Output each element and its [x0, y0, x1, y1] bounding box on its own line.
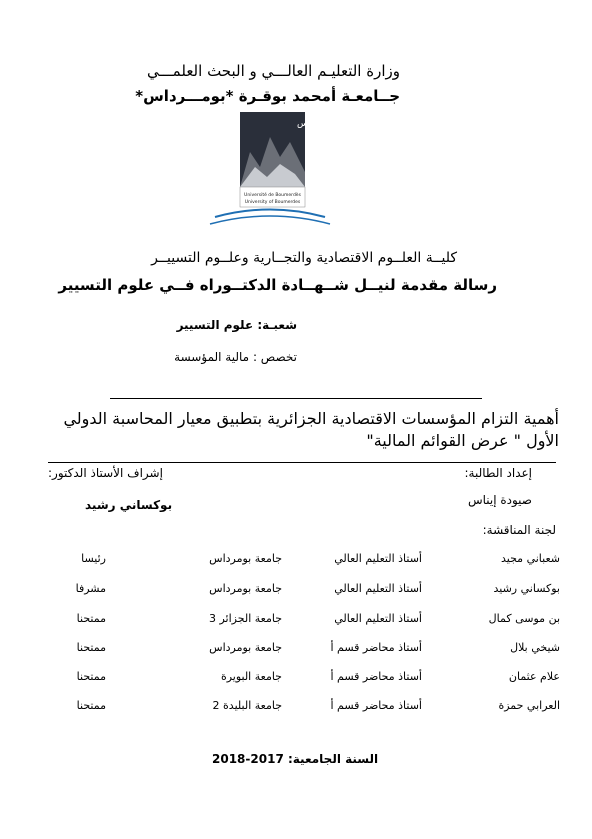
member-rank: أستاذ محاضر قسم أ	[330, 670, 422, 683]
member-rank: أستاذ محاضر قسم أ	[330, 641, 422, 654]
member-rank: أستاذ التعليم العالي	[334, 582, 422, 595]
member-name: علام عثمان	[508, 670, 560, 683]
supervisor-name: بوكساني رشيد	[85, 498, 173, 512]
academic-year	[212, 752, 378, 766]
ministry-heading: وزارة التعليـم العالـــي و البحث العلمـــي	[147, 62, 400, 80]
member-role: ممتحنا	[76, 641, 106, 654]
committee-row	[0, 670, 592, 690]
branch-line	[177, 318, 297, 332]
committee-row	[0, 641, 592, 661]
thesis-title-line-1: أهمية التزام المؤسسات الاقتصادية الجزائرية بتطبيق معيار المحاسبة الدولي	[63, 409, 559, 428]
member-role: ممتحنا	[76, 670, 106, 683]
university-heading: جــامعـة أمحمد بوقـرة *بومـــرداس*	[135, 87, 400, 105]
member-rank: أستاذ التعليم العالي	[334, 552, 422, 565]
faculty-heading: كليــة العلــوم الاقتصادية والتجــارية وعلــوم التسييــر	[151, 250, 457, 266]
branch-value: علوم التسيير	[176, 318, 254, 332]
branch-label: شعبـة:	[257, 318, 297, 332]
specialty-label: تخصص :	[252, 350, 297, 364]
member-rank: أستاذ التعليم العالي	[334, 612, 422, 625]
committee-row	[0, 612, 592, 632]
specialty-value: مالية المؤسسة	[174, 350, 250, 364]
thesis-title	[24, 408, 559, 452]
member-name: العرابي حمزة	[498, 699, 560, 712]
supervisor-label: إشراف الأستاذ الدكتور:	[48, 466, 163, 480]
member-institution: جامعة بومرداس	[209, 552, 282, 565]
member-institution: جامعة بومرداس	[209, 582, 282, 595]
committee-row	[0, 582, 592, 602]
member-institution: جامعة بومرداس	[209, 641, 282, 654]
academic-year-label: السنة الجامعية:	[287, 752, 379, 766]
logo-latin-text-2: University of Boumerdes	[244, 200, 301, 205]
prepared-by-label: إعداد الطالبة:	[464, 466, 532, 480]
member-name: شعباني مجيد	[500, 552, 560, 565]
student-name: صيودة إيناس	[467, 493, 532, 507]
member-institution: جامعة البويرة	[220, 670, 282, 683]
member-role: ممتحنا	[76, 612, 106, 625]
logo-latin-text-1: Université de Boumerdès	[244, 193, 301, 198]
university-logo	[195, 112, 357, 232]
member-institution: جامعة البليدة 2	[212, 699, 282, 712]
member-name: بوكساني رشيد	[493, 582, 560, 595]
logo-arabic-text: جامعة بومرداس	[297, 119, 357, 129]
member-role: ممتحنا	[76, 699, 106, 712]
committee-label: لجنة المناقشة:	[482, 523, 556, 537]
committee-row	[0, 699, 592, 719]
member-institution: جامعة الجزائر 3	[208, 612, 282, 625]
member-role: رئيسا	[81, 552, 106, 565]
divider-top	[110, 398, 482, 399]
thesis-title-line-2: الأول " عرض القوائم المالية"	[366, 431, 559, 450]
divider-bottom	[48, 462, 556, 463]
member-name: بن موسى كمال	[488, 612, 560, 625]
member-rank: أستاذ محاضر قسم أ	[330, 699, 422, 712]
member-name: شيخي بلال	[510, 641, 560, 654]
specialty-line	[174, 350, 297, 364]
academic-year-value: 2017-2018	[212, 752, 284, 766]
member-role: مشرفا	[75, 582, 106, 595]
thesis-type: رسالة مقدمة لنيــل شــهــادة الدكتــوراه فــي علوم التسيير	[58, 276, 497, 294]
committee-row	[0, 552, 592, 572]
